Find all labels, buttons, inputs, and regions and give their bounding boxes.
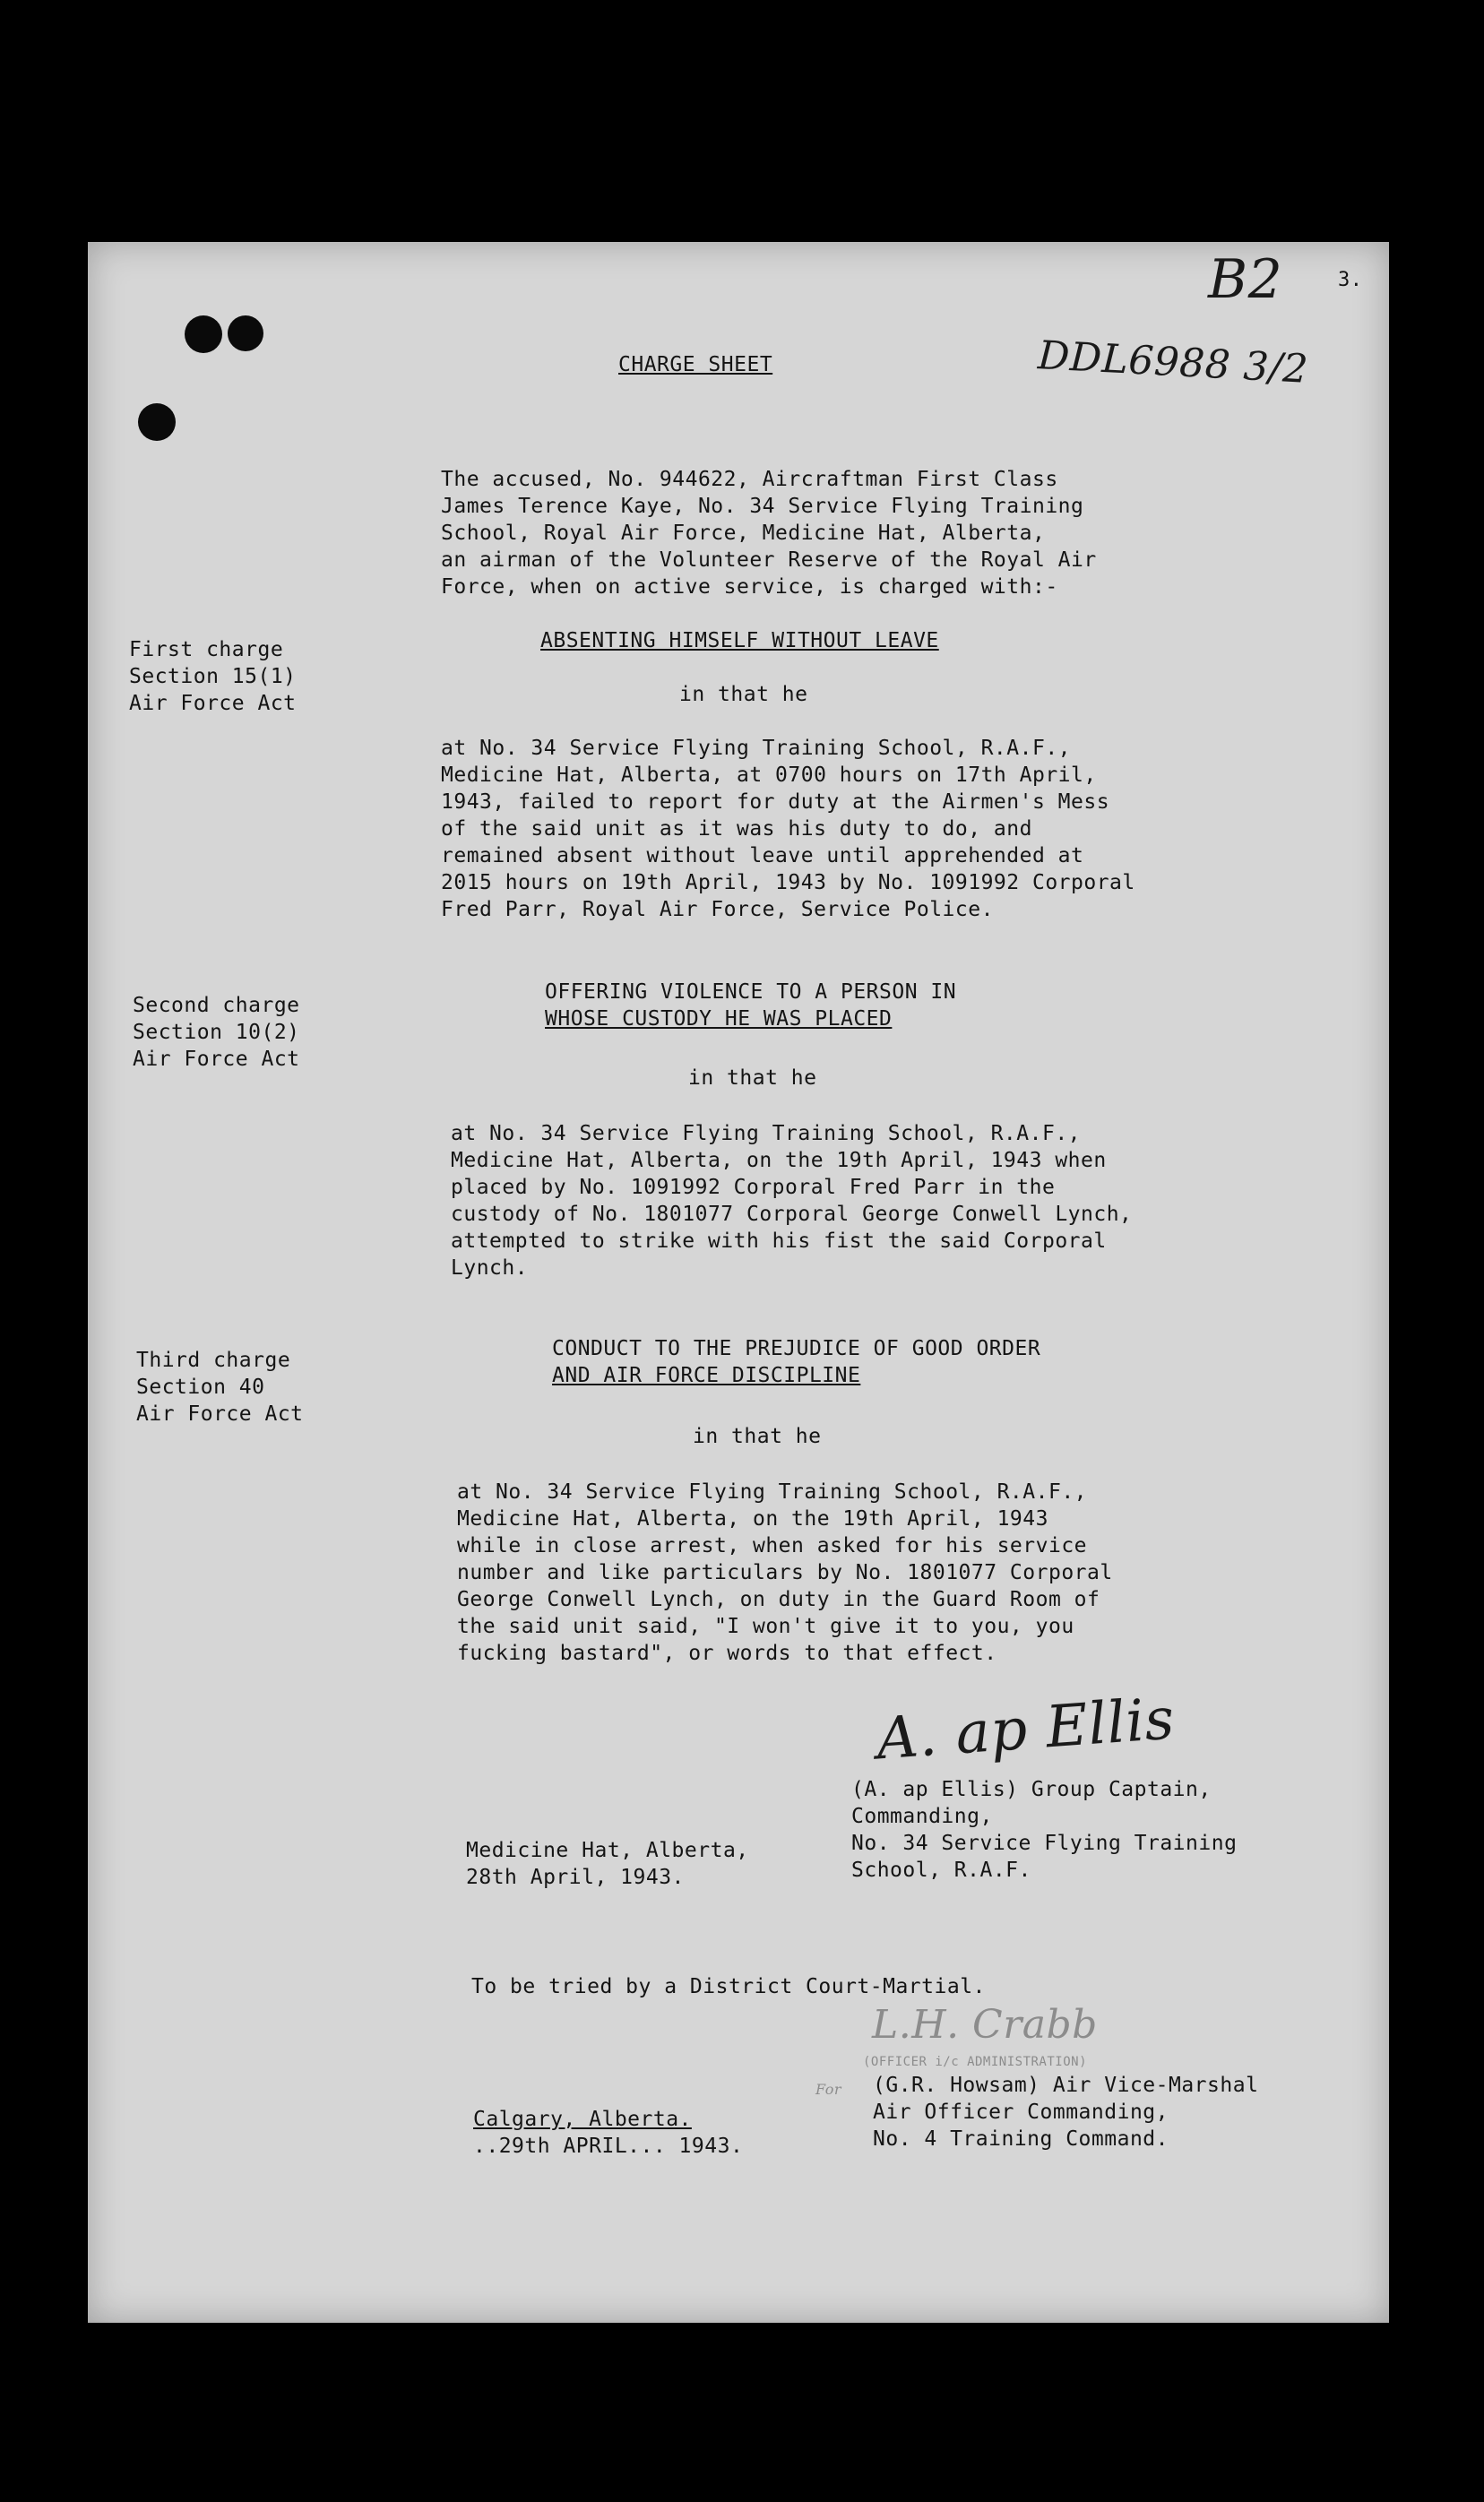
preamble: [441, 466, 1097, 600]
body-line: of the said unit as it was his duty to do, and: [441, 817, 1032, 841]
charge-margin-2: [133, 992, 300, 1073]
body-line: fucking bastard", or words to that effect.: [457, 1642, 997, 1665]
body-line: Lynch.: [451, 1256, 529, 1280]
body-line: remained absent without leave until apprehended at: [441, 844, 1084, 867]
handwritten-signature-2: L.H. Crabb: [872, 2002, 1098, 2048]
place-line: Calgary, Alberta.: [473, 2108, 692, 2131]
body-line: at No. 34 Service Flying Training School, R.A.F.,: [441, 737, 1072, 760]
charge-section: Section 10(2): [133, 1021, 300, 1044]
charge-margin-1: [129, 636, 297, 717]
punch-hole: [138, 403, 176, 441]
preamble-line: James Terence Kaye, No. 34 Service Flying Training: [441, 495, 1084, 518]
in-that-he: in that he: [693, 1425, 822, 1448]
charge-label: Third charge: [136, 1349, 291, 1372]
charge-heading: ABSENTING HIMSELF WITHOUT LEAVE: [540, 629, 939, 652]
preamble-line: Force, when on active service, is charged with:-: [441, 575, 1058, 599]
handwritten-annotation-top: B2: [1208, 248, 1283, 311]
body-line: Fred Parr, Royal Air Force, Service Police.: [441, 898, 994, 921]
charge-heading-line: WHOSE CUSTODY HE WAS PLACED: [545, 1007, 893, 1031]
preamble-line: an airman of the Volunteer Reserve of the Royal Air: [441, 548, 1097, 572]
charge-heading-3: [552, 1335, 1040, 1389]
signature-line: No. 34 Service Flying Training: [851, 1832, 1238, 1855]
body-line: attempted to strike with his fist the said Corporal: [451, 1229, 1107, 1253]
preamble-line: The accused, No. 944622, Aircraftman First Class: [441, 468, 1058, 491]
date-line: 28th April, 1943.: [466, 1866, 685, 1889]
punch-hole: [228, 315, 263, 351]
body-line: at No. 34 Service Flying Training School, R.A.F.,: [451, 1122, 1082, 1145]
signature-block-1: [851, 1776, 1237, 1884]
body-line: 1943, failed to report for duty at the Airmen's Mess: [441, 790, 1110, 814]
charge-act: Air Force Act: [136, 1402, 304, 1426]
body-line: George Conwell Lynch, on duty in the Guard Room of: [457, 1588, 1100, 1611]
signature-line: School, R.A.F.: [851, 1859, 1031, 1882]
charge-section: Section 40: [136, 1376, 265, 1399]
body-line: Medicine Hat, Alberta, on the 19th April, 1943 when: [451, 1149, 1107, 1172]
place-date-2: [473, 2106, 743, 2160]
body-line: 2015 hours on 19th April, 1943 by No. 1091992 Corporal: [441, 871, 1135, 894]
trial-line: To be tried by a District Court-Martial.: [471, 1975, 986, 1998]
place-date-1: [466, 1837, 749, 1891]
charge-section: Section 15(1): [129, 665, 297, 688]
signature-line: (A. ap Ellis) Group Captain,: [851, 1778, 1212, 1801]
place-line: Medicine Hat, Alberta,: [466, 1839, 749, 1862]
body-line: custody of No. 1801077 Corporal George Conwell Lynch,: [451, 1203, 1133, 1226]
in-that-he: in that he: [688, 1066, 817, 1090]
handwritten-signature: A. ap Ellis: [874, 1686, 1178, 1773]
for-prefix: For: [815, 2081, 842, 2098]
signature-block-2: [873, 2072, 1258, 2153]
charge-act: Air Force Act: [129, 692, 297, 715]
charge-body-1: [441, 735, 1135, 923]
body-line: placed by No. 1091992 Corporal Fred Parr in the: [451, 1176, 1056, 1199]
charge-body-3: [457, 1479, 1113, 1667]
punch-hole: [185, 315, 222, 353]
charge-heading-line: CONDUCT TO THE PREJUDICE OF GOOD ORDER: [552, 1337, 1041, 1360]
officer-stamp: (OFFICER i/c ADMINISTRATION): [863, 2055, 1088, 2069]
body-line: the said unit said, "I won't give it to you, you: [457, 1615, 1074, 1638]
signature-line: No. 4 Training Command.: [873, 2127, 1169, 2151]
signature-line: (G.R. Howsam) Air Vice-Marshal: [873, 2074, 1259, 2097]
charge-act: Air Force Act: [133, 1048, 300, 1071]
body-line: Medicine Hat, Alberta, at 0700 hours on 17th April,: [441, 764, 1097, 787]
body-line: at No. 34 Service Flying Training School, R.A.F.,: [457, 1480, 1088, 1504]
charge-label: Second charge: [133, 994, 300, 1017]
in-that-he: in that he: [679, 683, 808, 706]
preamble-line: School, Royal Air Force, Medicine Hat, Alberta,: [441, 522, 1046, 545]
body-line: Medicine Hat, Alberta, on the 19th April, 1943: [457, 1507, 1048, 1531]
charge-sheet-page: [88, 242, 1389, 2323]
body-line: while in close arrest, when asked for his service: [457, 1534, 1088, 1557]
charge-heading-line: OFFERING VIOLENCE TO A PERSON IN: [545, 980, 957, 1004]
charge-body-2: [451, 1120, 1132, 1281]
body-line: number and like particulars by No. 1801077 Corporal: [457, 1561, 1113, 1584]
charge-heading-line: AND AIR FORCE DISCIPLINE: [552, 1364, 861, 1387]
date-line: ..29th APRIL... 1943.: [473, 2135, 744, 2158]
charge-label: First charge: [129, 638, 284, 661]
charge-heading-2: [545, 979, 956, 1032]
page-title: CHARGE SHEET: [618, 353, 773, 376]
charge-margin-3: [136, 1347, 304, 1428]
handwritten-reference: DDL6988 3/2: [1036, 332, 1310, 393]
signature-line: Commanding,: [851, 1805, 993, 1828]
page-number: 3.: [1338, 269, 1363, 291]
signature-line: Air Officer Commanding,: [873, 2101, 1169, 2124]
